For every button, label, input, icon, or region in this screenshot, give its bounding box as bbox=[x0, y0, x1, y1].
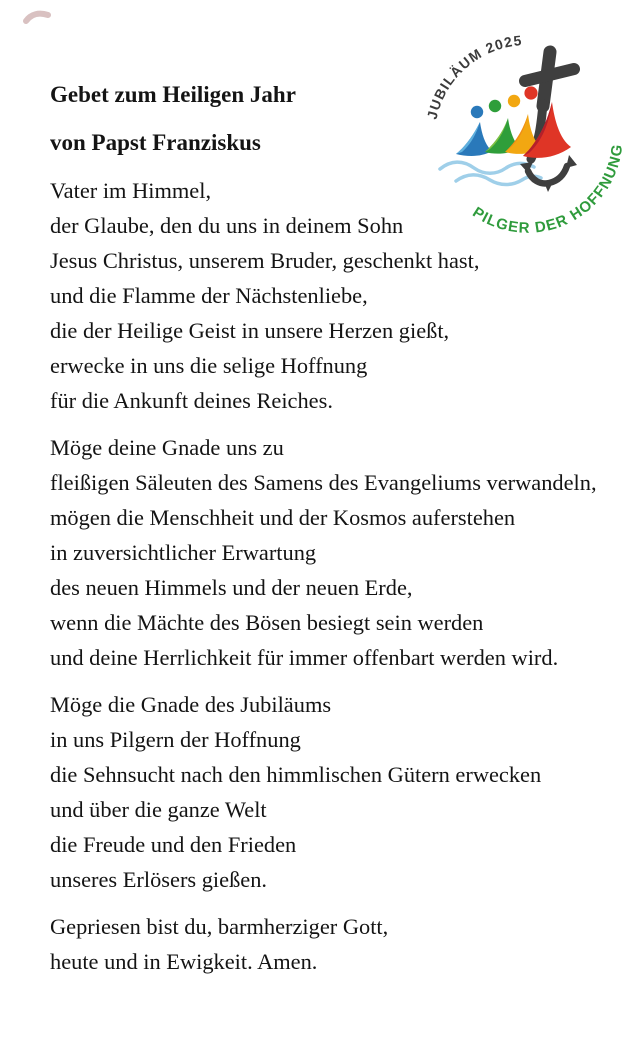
stanza-3 bbox=[50, 687, 610, 897]
poem-line: erwecke in uns die selige Hoffnung bbox=[50, 353, 368, 378]
stanza-4 bbox=[50, 909, 610, 979]
page-subtitle: von Papst Franziskus bbox=[50, 130, 261, 155]
prayer-body bbox=[50, 173, 610, 979]
poem-line: heute und in Ewigkeit. Amen. bbox=[50, 949, 318, 974]
poem-line: fleißigen Säleuten des Samens des Evangeliums verwandeln, bbox=[50, 470, 597, 495]
poem-line: die Freude und den Frieden bbox=[50, 832, 297, 857]
poem-line: Möge deine Gnade uns zu bbox=[50, 435, 284, 460]
poem-line: Gepriesen bist du, barmherziger Gott, bbox=[50, 914, 389, 939]
poem-line: und die Flamme der Nächstenliebe, bbox=[50, 283, 368, 308]
prayer-content bbox=[50, 77, 610, 979]
poem-line: des neuen Himmels und der neuen Erde, bbox=[50, 575, 413, 600]
poem-line: der Glaube, den du uns in deinem Sohn bbox=[50, 213, 404, 238]
ink-smudge-mark bbox=[22, 6, 52, 28]
pilger-arc-text: PILGER DER HOFFNUNG bbox=[469, 142, 627, 237]
poem-line: Vater im Himmel, bbox=[50, 178, 212, 203]
poem-line: Jesus Christus, unserem Bruder, geschenkt hast, bbox=[50, 248, 480, 273]
poem-line: in zuversichtlicher Erwartung bbox=[50, 540, 317, 565]
poem-line: unseres Erlösers gießen. bbox=[50, 867, 267, 892]
poem-line: die der Heilige Geist in unsere Herzen gießt, bbox=[50, 318, 450, 343]
poem-line: für die Ankunft deines Reiches. bbox=[50, 388, 333, 413]
poem-line: und deine Herrlichkeit für immer offenbart werden wird. bbox=[50, 645, 559, 670]
poem-line: die Sehnsucht nach den himmlischen Gütern erwecken bbox=[50, 762, 542, 787]
jubilaeum-arc-text: JUBILÄUM 2025 bbox=[423, 32, 524, 121]
poem-line: mögen die Menschheit und der Kosmos auferstehen bbox=[50, 505, 516, 530]
poem-line: wenn die Mächte des Bösen besiegt sein werden bbox=[50, 610, 484, 635]
page-title: Gebet zum Heiligen Jahr bbox=[50, 82, 296, 107]
poem-line: in uns Pilgern der Hoffnung bbox=[50, 727, 301, 752]
poem-line: Möge die Gnade des Jubiläums bbox=[50, 692, 332, 717]
stanza-1 bbox=[50, 173, 610, 418]
stanza-2 bbox=[50, 430, 610, 675]
poem-line: und über die ganze Welt bbox=[50, 797, 267, 822]
